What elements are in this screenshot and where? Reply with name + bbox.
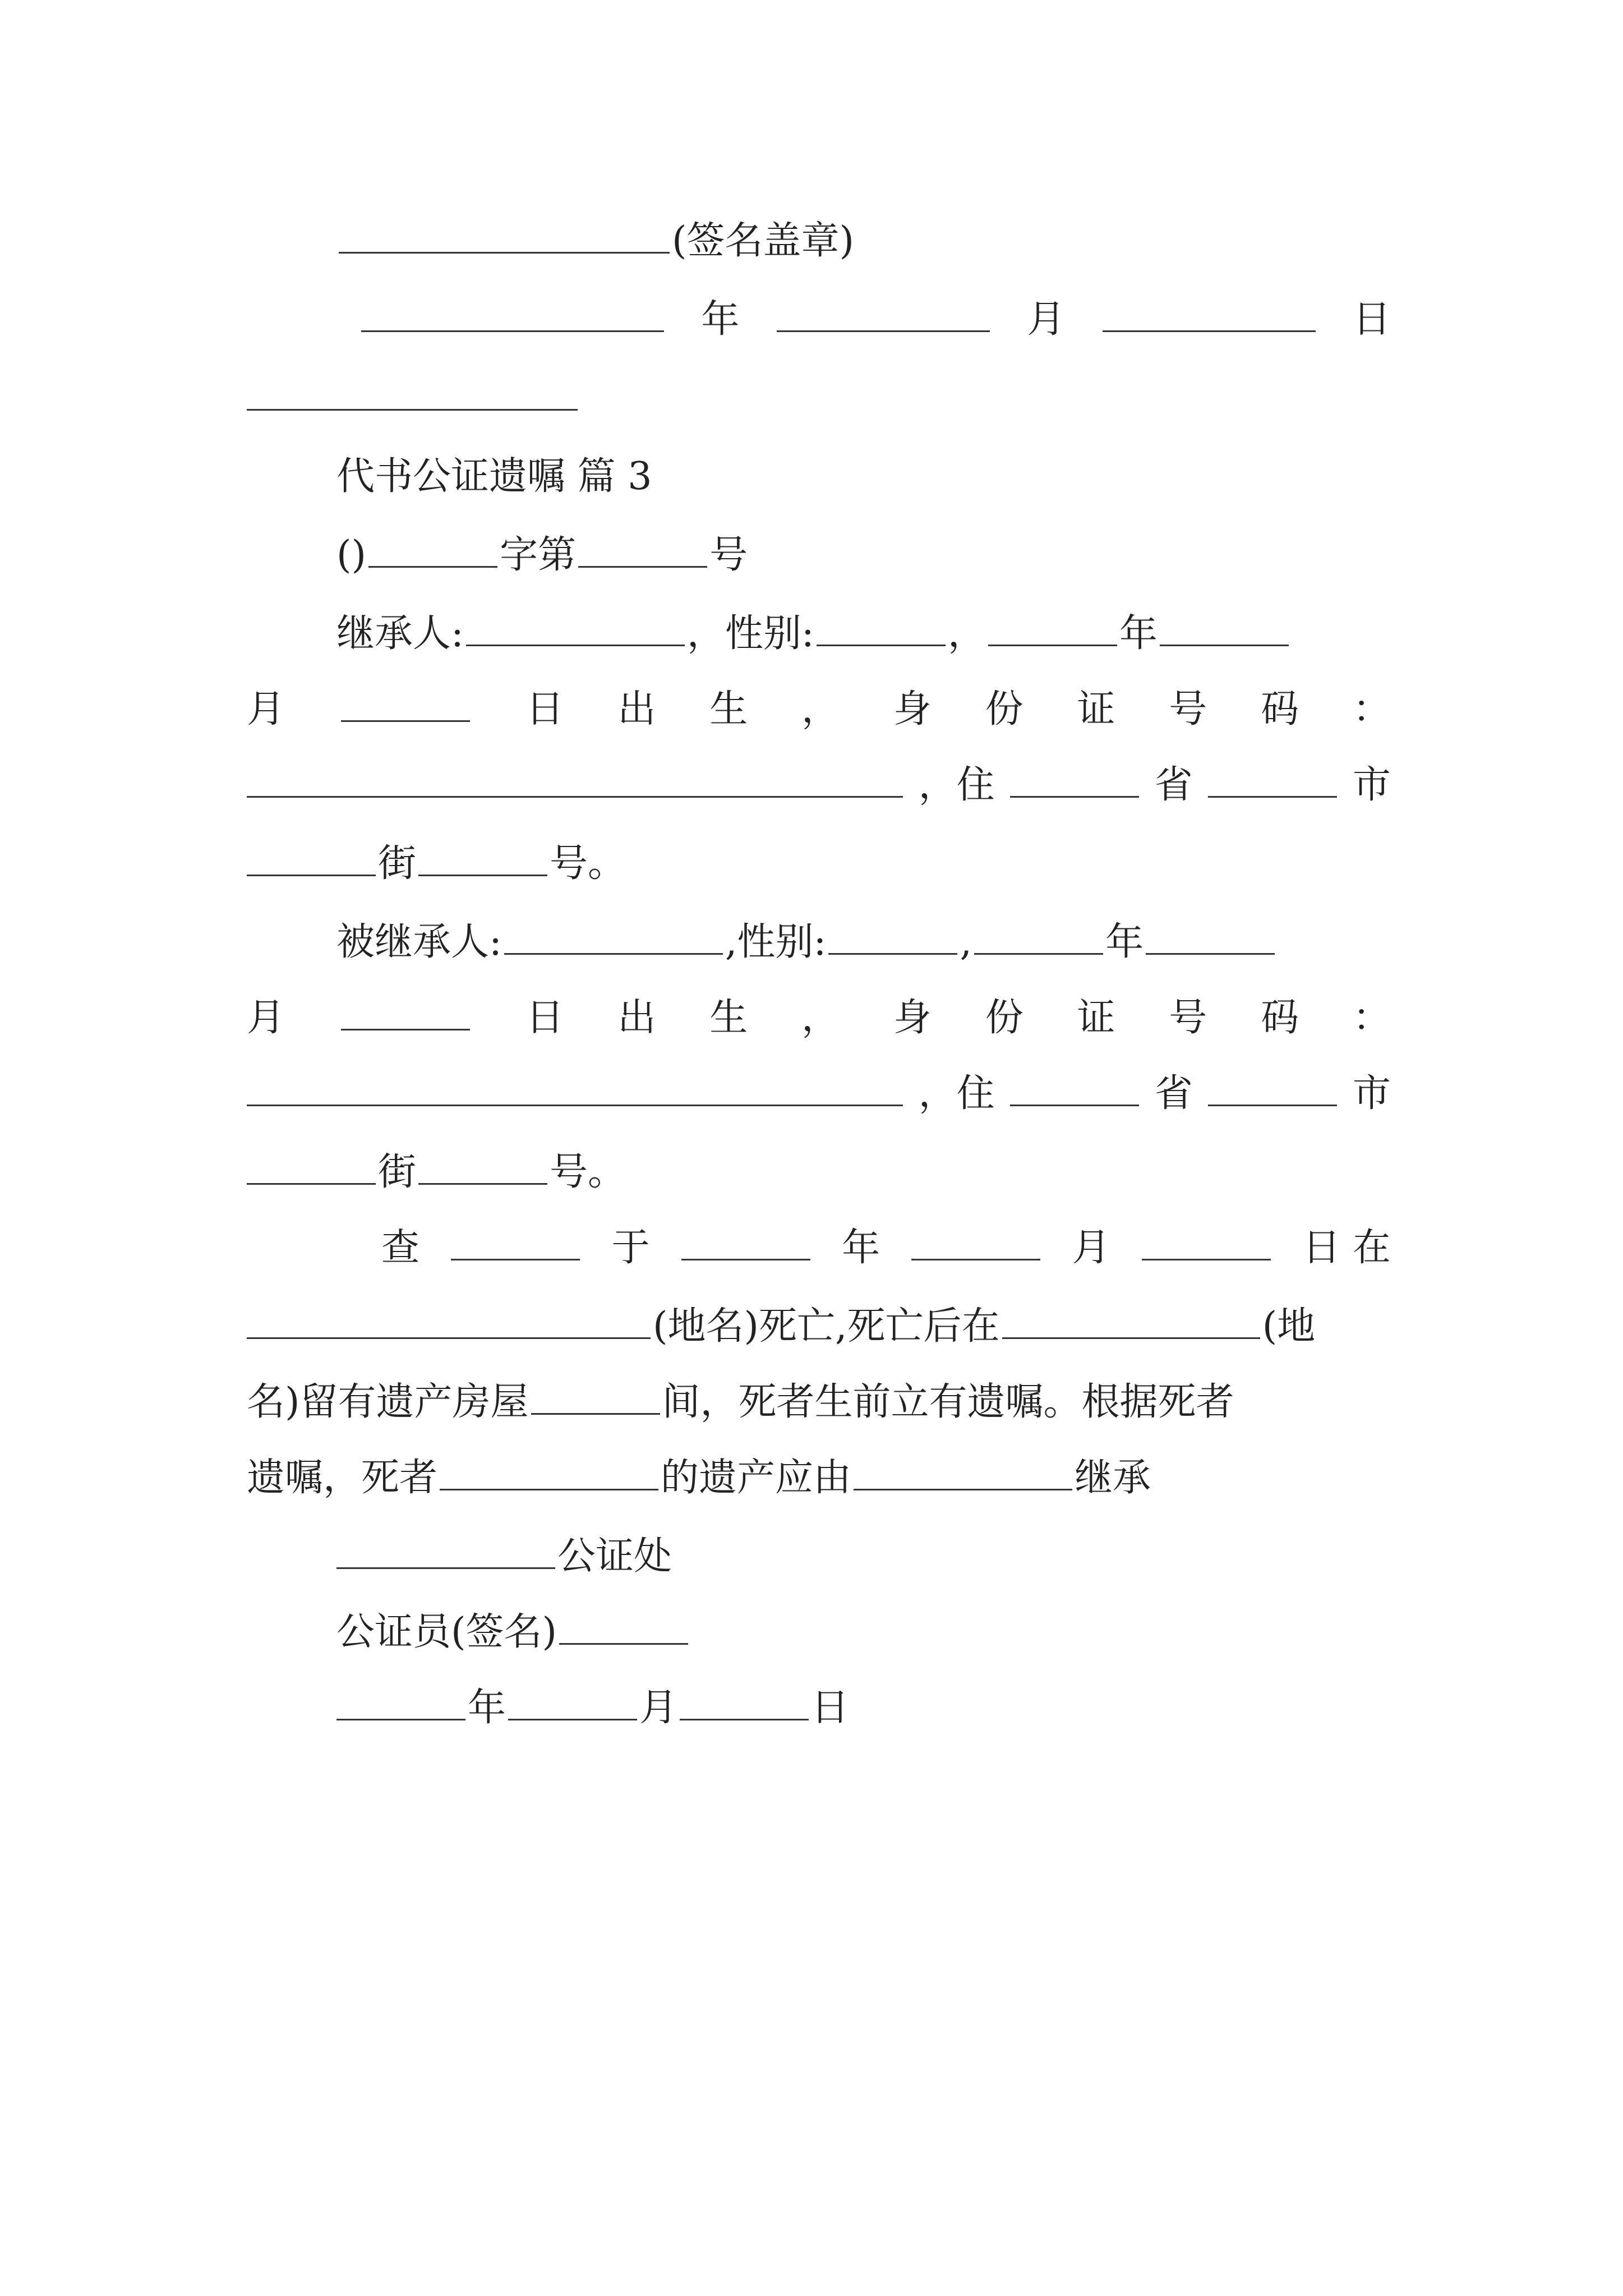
fact-line4a: 遗嘱，死者 (247, 1456, 438, 1500)
heir-born-char: 日 (525, 687, 564, 731)
heir-province-label: 省 (1154, 763, 1193, 807)
fact-cha: 查 (381, 1226, 420, 1270)
fact-line-4 (247, 1450, 1391, 1506)
day-label: 日 (1352, 297, 1391, 342)
decedent-born-char: 号 (1169, 996, 1207, 1040)
decedent-line-3 (247, 1066, 1391, 1122)
heir-comma: ， (947, 611, 986, 656)
notary-office-blank (336, 1533, 555, 1569)
fact-year-blank (681, 1224, 810, 1260)
decedent-born-char: 日 (525, 996, 564, 1040)
sign-seal-line (336, 213, 1391, 269)
decedent-born-char: 出 (617, 996, 656, 1040)
fact-line4c: 继承 (1075, 1456, 1151, 1500)
decedent-province-label: 省 (1154, 1071, 1193, 1116)
fact-line-2 (247, 1299, 1391, 1355)
decedent-line-1 (336, 914, 1391, 970)
fact-line4b: 的遗产应由 (661, 1456, 852, 1500)
heir-line-2 (247, 682, 1391, 738)
decedent-street-blank (247, 1148, 376, 1185)
fact-year-label: 年 (842, 1226, 880, 1270)
fact-line-3 (247, 1374, 1391, 1430)
heir-born-char: 证 (1077, 687, 1115, 731)
decedent-born-char: ： (1352, 996, 1391, 1040)
decedent-born-char: ， (801, 996, 840, 1040)
fact-line3b: 间，死者生前立有遗嘱。根据死者 (662, 1380, 1234, 1424)
decedent-city-label: 市 (1352, 1071, 1391, 1116)
heir-city-blank (1208, 761, 1337, 798)
decedent-line-2 (247, 990, 1391, 1046)
decedent-born-char: 份 (985, 996, 1023, 1040)
heir-born-char: 份 (985, 687, 1023, 731)
decedent-live-label: ，住 (918, 1071, 995, 1116)
fact-line-1 (381, 1220, 1391, 1276)
decedent-month-label: 月 (247, 996, 285, 1040)
month-blank (777, 296, 990, 332)
date2-day-blank (680, 1684, 809, 1720)
date2-year-blank (336, 1684, 465, 1720)
date2-year-label: 年 (468, 1686, 506, 1730)
heir-month-label: 月 (247, 687, 285, 731)
fact-place-open: (地 (1262, 1304, 1316, 1349)
heir-line-3 (247, 757, 1391, 813)
section-title: 代书公证遗嘱 篇 3 (336, 454, 652, 499)
fact-place-blank (247, 1303, 651, 1339)
year-label: 年 (701, 297, 740, 342)
doc-prefix-blank (368, 531, 497, 568)
decedent-day-blank (341, 994, 470, 1030)
fact-month-label: 月 (1072, 1226, 1110, 1270)
decedent-year-label: 年 (1105, 920, 1144, 964)
sign-seal-label: (签名盖章) (672, 219, 855, 263)
decedent-number-label: 号。 (550, 1150, 626, 1194)
fact-day-blank (1142, 1224, 1271, 1260)
heir-year-label: 年 (1119, 611, 1158, 656)
doc-number-hao: 号 (709, 533, 748, 577)
decedent-born-char: 生 (709, 996, 748, 1040)
date2-day-label: 日 (811, 1686, 850, 1730)
heir-born-char: 出 (617, 687, 656, 731)
heir-born-char: 号 (1169, 687, 1207, 731)
heir-line-4 (247, 836, 1391, 892)
notary-sign-label: 公证员(签名) (336, 1610, 557, 1654)
decedent-number-blank (418, 1148, 547, 1185)
fact-place-died: (地名)死亡,死亡后在 (653, 1304, 1000, 1349)
fact-deceased-blank (440, 1454, 658, 1490)
heir-born-char: 生 (709, 687, 748, 731)
heir-name-blank (466, 610, 685, 646)
heir-number-blank (418, 840, 547, 876)
decedent-month-blank (1146, 918, 1275, 955)
doc-number-paren: () (336, 533, 367, 577)
heir-label: 继承人: (336, 611, 464, 656)
heir-gender-blank (817, 610, 946, 646)
heir-born-char: 码 (1261, 687, 1299, 731)
decedent-line-4 (247, 1144, 1391, 1200)
heir-city-label: 市 (1352, 763, 1391, 807)
decedent-street-label: 街 (378, 1150, 417, 1194)
fact-line3a: 名)留有遗产房屋 (247, 1380, 529, 1424)
decedent-id-blank (247, 1070, 903, 1106)
notary-sign-line (336, 1604, 1391, 1660)
notary-sign-blank (559, 1608, 688, 1645)
fact-house-blank (531, 1378, 660, 1415)
heir-born-char: 身 (893, 687, 932, 731)
decedent-born-char: 证 (1077, 996, 1115, 1040)
decedent-born-char: 身 (893, 996, 932, 1040)
decedent-city-blank (1208, 1070, 1337, 1106)
decedent-province-blank (1010, 1070, 1139, 1106)
heir-id-blank (247, 761, 903, 798)
heir-number-label: 号。 (550, 841, 626, 886)
heir-province-blank (1010, 761, 1139, 798)
notary-office-line (336, 1529, 1391, 1585)
heir-born-char: ， (801, 687, 840, 731)
decedent-year-blank (974, 918, 1103, 955)
heir-street-label: 街 (378, 841, 417, 886)
heir-born-char: ： (1352, 687, 1391, 731)
decedent-born-char: 码 (1261, 996, 1299, 1040)
fact-yu: 于 (611, 1226, 650, 1270)
fact-inheritor-blank (854, 1454, 1072, 1490)
decedent-gender-label: ,性别: (725, 920, 827, 964)
signature-blank (339, 217, 670, 254)
heir-day-blank (341, 685, 470, 722)
date-line-1 (359, 292, 1391, 348)
month-label: 月 (1027, 297, 1066, 342)
fact-person-blank (451, 1224, 580, 1260)
fact-place2-blank (1002, 1303, 1260, 1339)
decedent-name-blank (504, 918, 723, 955)
heir-street-blank (247, 840, 376, 876)
decedent-comma: , (960, 920, 972, 964)
doc-number-blank (578, 531, 707, 568)
heir-line-1 (336, 606, 1391, 662)
date2-month-blank (508, 1684, 637, 1720)
heir-month-blank (1160, 610, 1289, 646)
notary-office-label: 公证处 (557, 1534, 672, 1579)
doc-number-line (336, 527, 1391, 583)
heir-live-label: ，住 (918, 763, 995, 807)
heir-gender-label: ，性别: (686, 611, 814, 656)
doc-number-zi: 字第 (500, 533, 577, 577)
day-blank (1103, 296, 1316, 332)
heir-year-blank (988, 610, 1117, 646)
date-continued-blank (247, 374, 578, 411)
year-blank (361, 296, 664, 332)
decedent-label: 被继承人: (336, 920, 502, 964)
decedent-gender-blank (828, 918, 957, 955)
fact-day-at: 日 在 (1302, 1226, 1391, 1270)
date-line-1-continued (247, 370, 1391, 426)
fact-month-blank (911, 1224, 1040, 1260)
date2-month-label: 月 (639, 1686, 678, 1730)
date-line-2 (336, 1680, 1391, 1736)
